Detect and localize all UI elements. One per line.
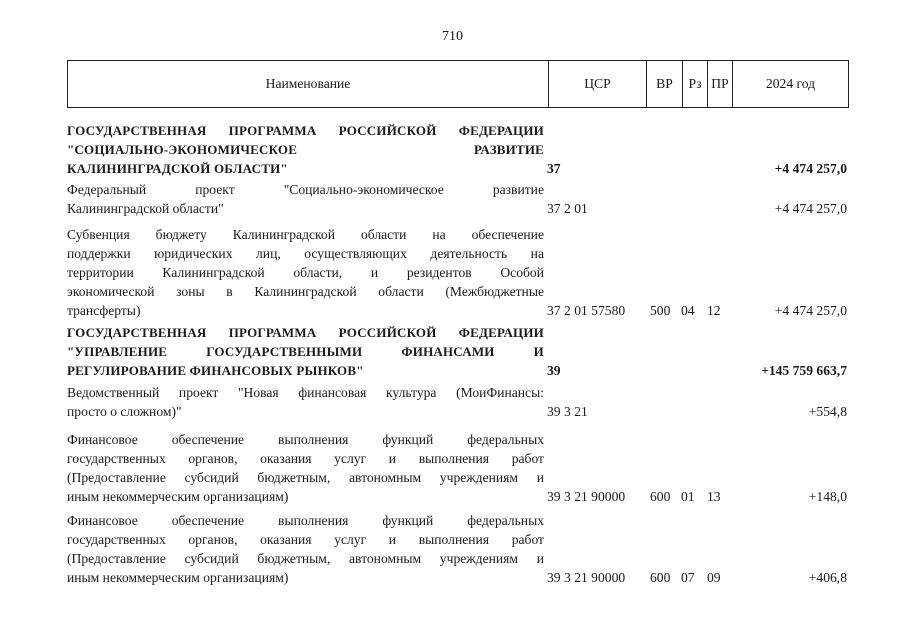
column-header-name: Наименование: [265, 76, 351, 91]
row-name-line: иным некоммерческим организациям): [67, 570, 289, 585]
cell-csr: 39 3 21 90000: [547, 570, 626, 585]
row-name: [67, 180, 544, 218]
row-name-line: государственных органов, оказания услуг и выполнения работ: [67, 451, 544, 466]
row-name: [67, 121, 544, 178]
table-row: [67, 383, 849, 421]
table-row: [67, 121, 849, 178]
cell-csr: 39 3 21 90000: [547, 489, 626, 504]
row-name-line: Субвенция бюджету Калининградской области на обеспечение: [67, 227, 544, 242]
cell-amount: +554,8: [808, 404, 847, 419]
row-name-line: Калининградской области": [67, 201, 224, 216]
cell-vr: 500: [650, 303, 671, 318]
cell-amount: +145 759 663,7: [761, 363, 847, 378]
row-name-line: территории Калининградской области, и резидентов Особой: [67, 265, 544, 280]
row-name-line: РЕГУЛИРОВАНИЕ ФИНАНСОВЫХ РЫНКОВ": [67, 363, 364, 378]
cell-amount: +4 474 257,0: [774, 303, 847, 318]
row-name-line: государственных органов, оказания услуг и выполнения работ: [67, 532, 544, 547]
column-header-rz: Рз: [682, 61, 707, 107]
page-number: 710: [442, 29, 463, 44]
row-name-line: КАЛИНИНГРАДСКОЙ ОБЛАСТИ": [67, 161, 288, 176]
row-name-line: ГОСУДАРСТВЕННАЯ ПРОГРАММА РОССИЙСКОЙ ФЕДЕРАЦИИ: [67, 123, 544, 138]
row-name-line: трансферты): [67, 303, 141, 318]
cell-amount: +4 474 257,0: [774, 161, 847, 176]
cell-csr: 37: [547, 161, 561, 176]
row-name-line: (Предоставление субсидий бюджетным, автономным учреждениям и: [67, 470, 544, 485]
cell-rz: 07: [681, 570, 695, 585]
row-name-line: Финансовое обеспечение выполнения функций федеральных: [67, 513, 544, 528]
row-name-line: Ведомственный проект "Новая финансовая культура (МоиФинансы:: [67, 385, 544, 400]
row-name-line: поддержки юридических лиц, осуществляющих деятельность на: [67, 246, 544, 261]
cell-csr: 37 2 01 57580: [547, 303, 626, 318]
table-row: [67, 180, 849, 218]
row-name-line: иным некоммерческим организациям): [67, 489, 289, 504]
table-header: [67, 60, 849, 108]
column-header-csr: ЦСР: [548, 61, 646, 107]
cell-csr: 39 3 21: [547, 404, 588, 419]
row-name-line: просто о сложном)": [67, 404, 182, 419]
table-row: [67, 430, 849, 506]
row-name-line: (Предоставление субсидий бюджетным, автономным учреждениям и: [67, 551, 544, 566]
cell-pr: 12: [707, 303, 721, 318]
column-header-pr: ПР: [707, 61, 732, 107]
table-row: [67, 323, 849, 380]
cell-csr: 39: [547, 363, 561, 378]
cell-vr: 600: [650, 489, 671, 504]
row-name-line: экономической зоны в Калининградской области (Межбюджетные: [67, 284, 544, 299]
cell-amount: +4 474 257,0: [774, 201, 847, 216]
cell-rz: 01: [681, 489, 695, 504]
row-name: [67, 383, 544, 421]
column-header-vr: ВР: [646, 61, 682, 107]
row-name-line: Финансовое обеспечение выполнения функций федеральных: [67, 432, 544, 447]
row-name-line: "УПРАВЛЕНИЕ ГОСУДАРСТВЕННЫМИ ФИНАНСАМИ И: [67, 344, 544, 359]
cell-pr: 13: [707, 489, 721, 504]
cell-amount: +148,0: [808, 489, 847, 504]
table-row: [67, 225, 849, 320]
cell-amount: +406,8: [808, 570, 847, 585]
row-name-line: ГОСУДАРСТВЕННАЯ ПРОГРАММА РОССИЙСКОЙ ФЕДЕРАЦИИ: [67, 325, 544, 340]
cell-pr: 09: [707, 570, 721, 585]
row-name-line: "СОЦИАЛЬНО-ЭКОНОМИЧЕСКОЕ РАЗВИТИЕ: [67, 142, 544, 157]
row-name: [67, 323, 544, 380]
cell-csr: 37 2 01: [547, 201, 588, 216]
row-name: [67, 430, 544, 506]
cell-vr: 600: [650, 570, 671, 585]
row-name: [67, 225, 544, 320]
row-name-line: Федеральный проект "Социально-экономическое развитие: [67, 182, 544, 197]
column-header-year: 2024 год: [732, 61, 848, 107]
cell-rz: 04: [681, 303, 695, 318]
row-name: [67, 511, 544, 587]
table-row: [67, 511, 849, 587]
